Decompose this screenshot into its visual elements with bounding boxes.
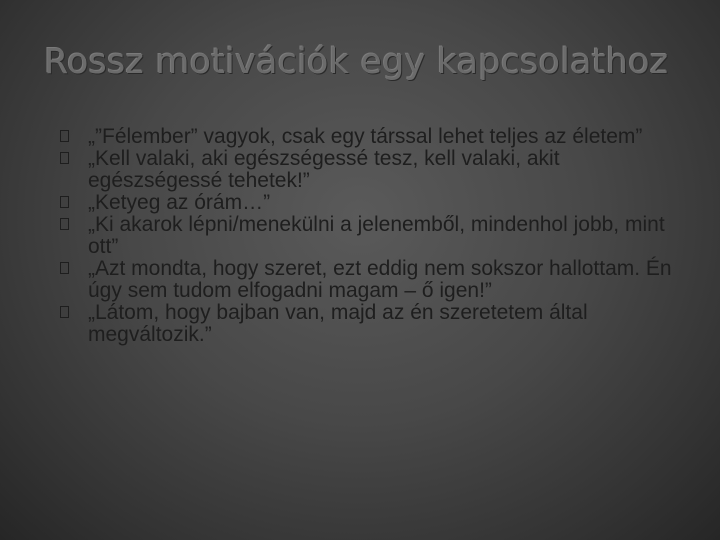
bullet-item — [58, 258, 688, 302]
bullet-text: „”Félember” vagyok, csak egy társsal lehet teljes az életem” — [88, 125, 643, 148]
bullet-text: „Kell valaki, aki egészségessé tesz, kell valaki, akit egészségessé tehetek!” — [88, 147, 560, 192]
square-bullet-icon — [60, 306, 69, 318]
square-bullet-icon — [60, 152, 69, 164]
bullet-item — [58, 148, 688, 192]
square-bullet-icon — [60, 196, 69, 208]
bullet-list — [58, 126, 688, 346]
square-bullet-icon — [60, 130, 69, 142]
bullet-text: „Látom, hogy bajban van, majd az én szeretetem által megváltozik.” — [88, 301, 588, 346]
bullet-item — [58, 214, 688, 258]
bullet-text: „Ki akarok lépni/menekülni a jelenemből, mindenhol jobb, mint ott” — [88, 213, 665, 258]
bullet-item — [58, 126, 688, 148]
bullet-item — [58, 302, 688, 346]
square-bullet-icon — [60, 218, 69, 230]
bullet-text: „Ketyeg az órám…” — [88, 191, 271, 214]
square-bullet-icon — [60, 262, 69, 274]
slide-title: Rossz motivációk egy kapcsolathoz — [44, 42, 669, 82]
bullet-text: „Azt mondta, hogy szeret, ezt eddig nem sokszor hallottam. Én úgy sem tudom elfogadni magam – ő igen!” — [88, 257, 672, 302]
bullet-item — [58, 192, 688, 214]
